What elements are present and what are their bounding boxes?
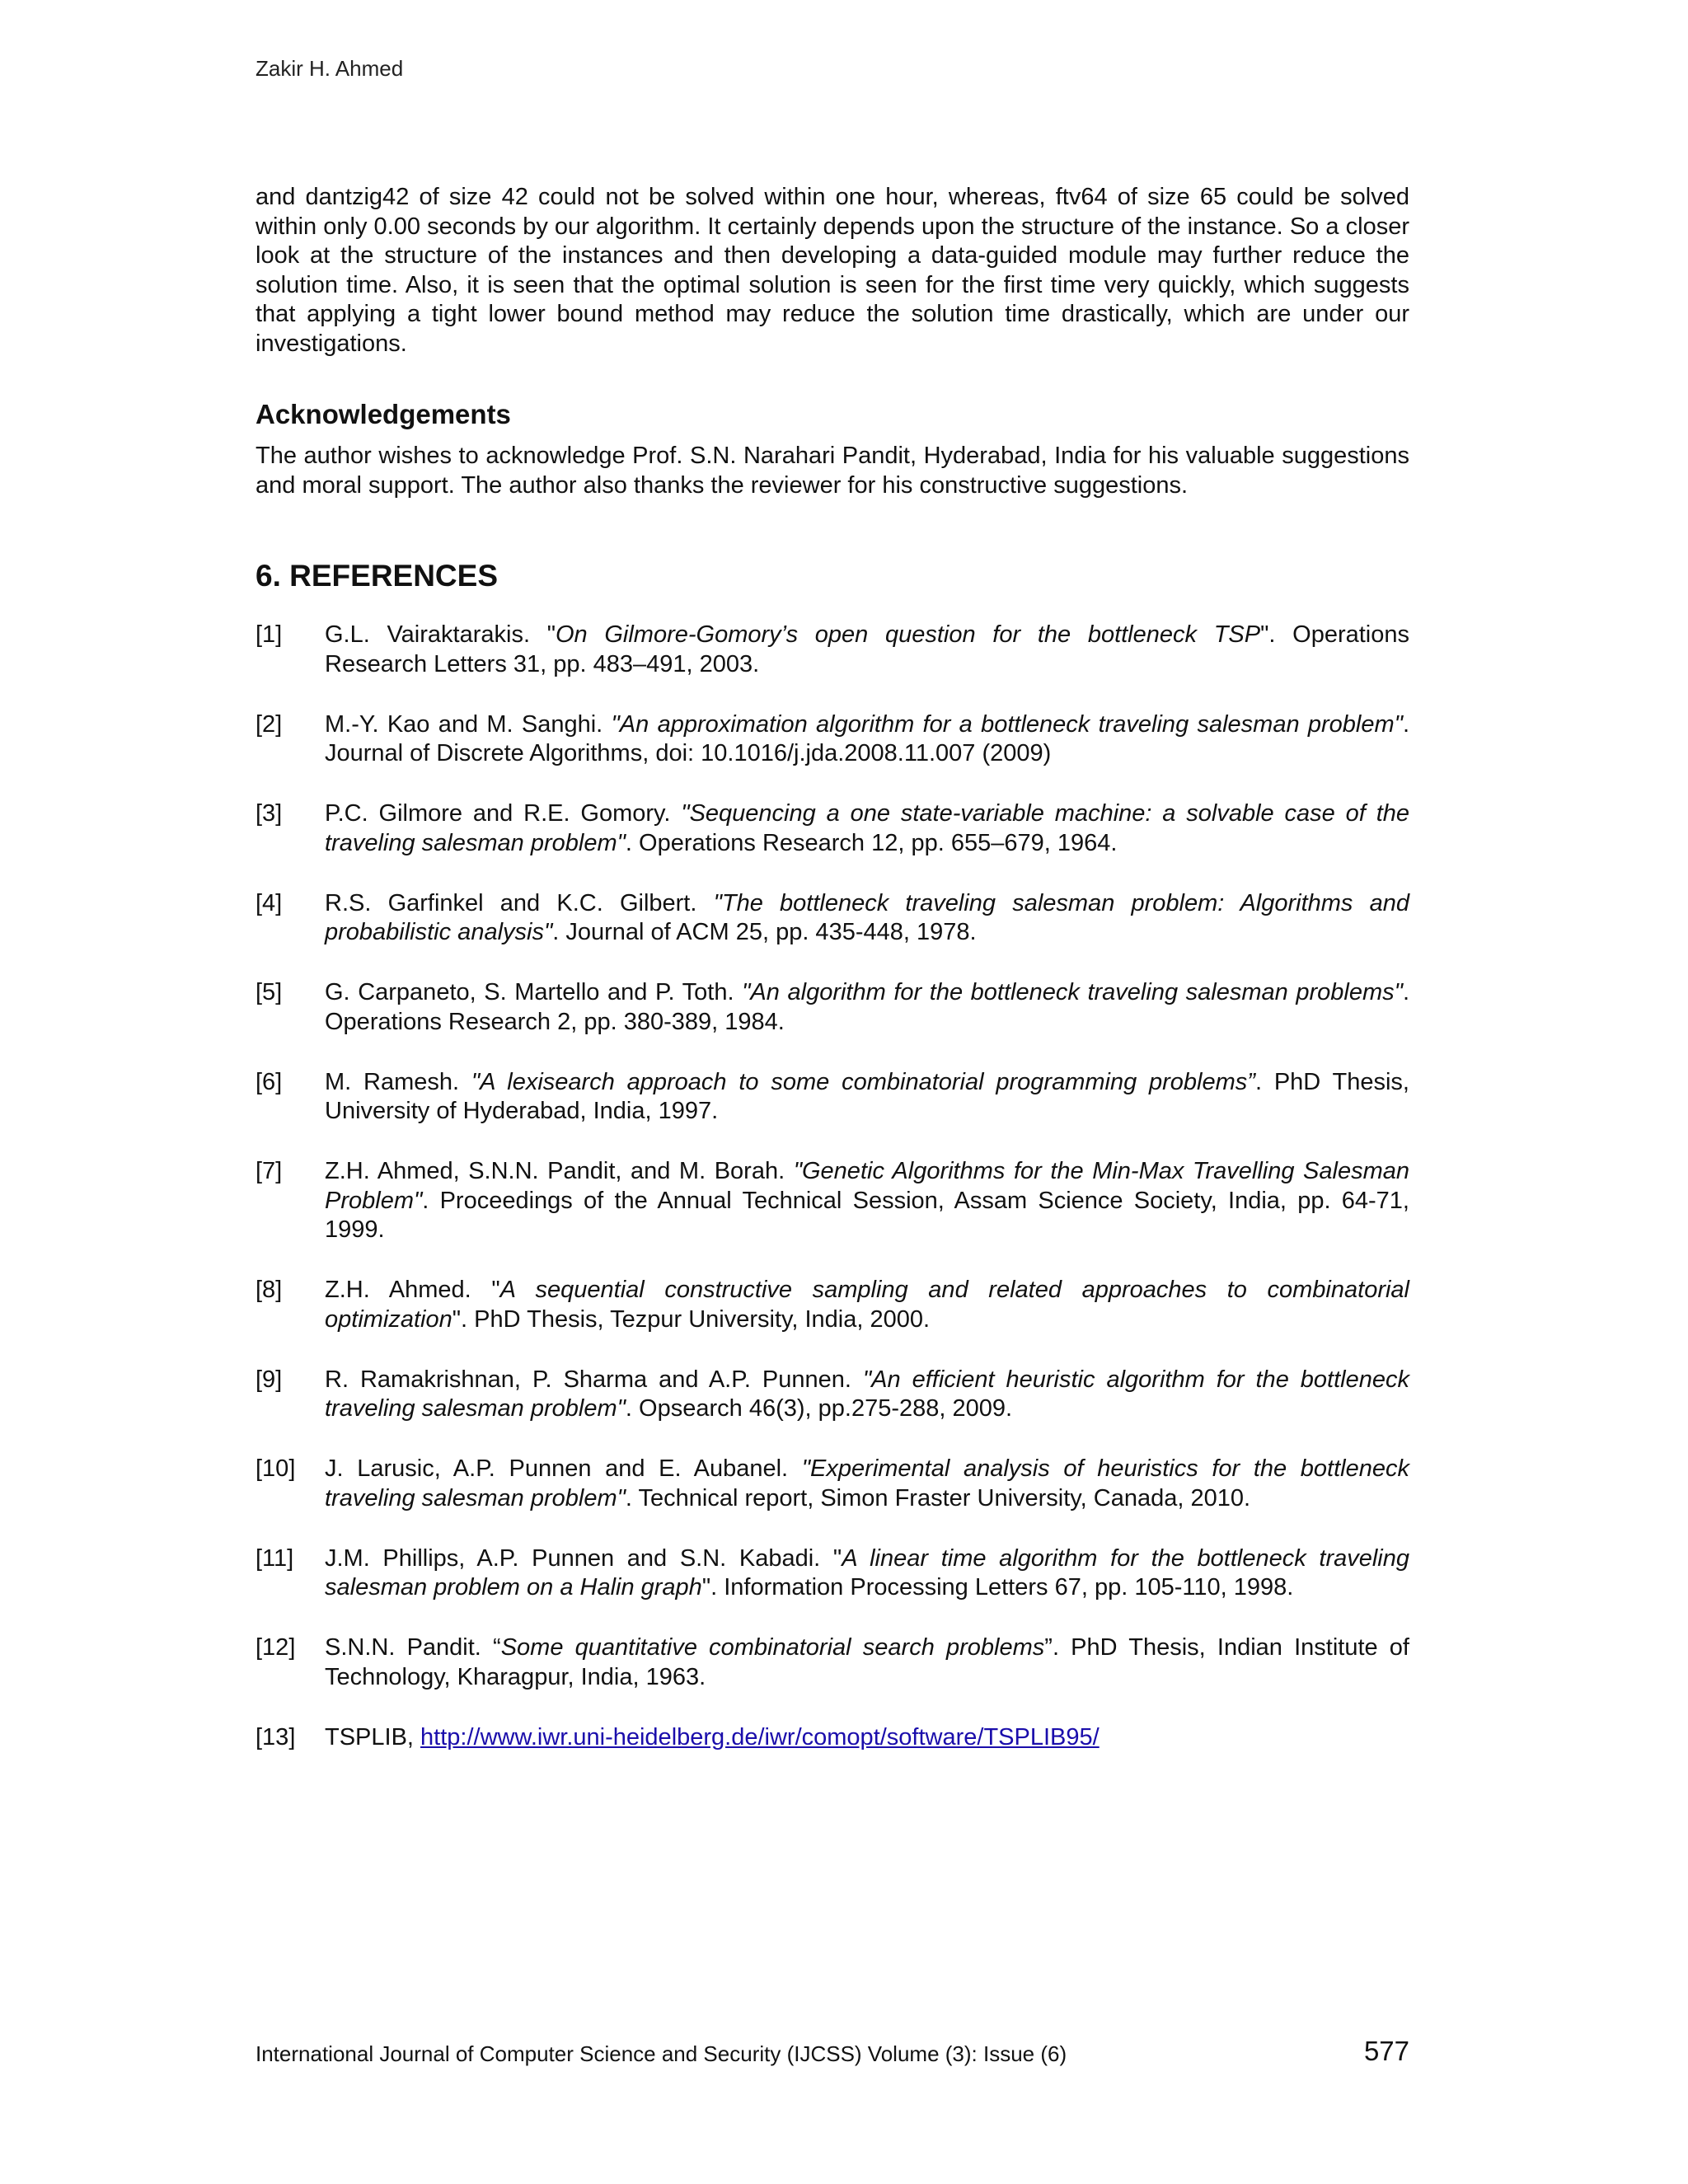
reference-title: "An efficient heuristic algorithm for the bottleneck traveling salesman problem" bbox=[325, 1366, 1409, 1422]
reference-item bbox=[256, 1366, 1409, 1424]
reference-details: . Operations Research 2, pp. 380-389, 1984. bbox=[325, 979, 1409, 1035]
reference-text bbox=[325, 1723, 1409, 1753]
reference-item bbox=[256, 1068, 1409, 1127]
reference-title: "The bottleneck traveling salesman problem: Algorithms and probabilistic analysis" bbox=[325, 889, 1410, 945]
reference-details: . Journal of ACM 25, pp. 435-448, 1978. bbox=[552, 919, 977, 945]
reference-authors: M. Ramesh. bbox=[325, 1068, 471, 1095]
reference-details: ". PhD Thesis, Tezpur University, India, 2000. bbox=[452, 1305, 931, 1333]
reference-authors: R.S. Garfinkel and K.C. Gilbert. bbox=[325, 889, 714, 916]
reference-number: [9] bbox=[256, 1366, 283, 1393]
reference-item bbox=[256, 799, 1409, 858]
reference-number: [11] bbox=[256, 1544, 294, 1572]
reference-item bbox=[256, 621, 1409, 679]
reference-number: [8] bbox=[256, 1277, 283, 1303]
reference-item bbox=[256, 1276, 1409, 1334]
reference-text bbox=[325, 1157, 1409, 1245]
reference-details: . Journal of Discrete Algorithms, doi: 10.1016/j.jda.2008.11.007 (2009) bbox=[325, 710, 1409, 766]
reference-item bbox=[256, 1544, 1409, 1603]
reference-details: . Opsearch 46(3), pp.275-288, 2009. bbox=[625, 1395, 1013, 1422]
reference-authors: P.C. Gilmore and R.E. Gomory. bbox=[325, 800, 682, 827]
reference-details: . Operations Research 12, pp. 655–679, 1964. bbox=[625, 829, 1118, 856]
reference-title: A linear time algorithm for the bottleneck traveling salesman problem on a Halin graph bbox=[325, 1544, 1410, 1601]
reference-authors: Z.H. Ahmed. " bbox=[325, 1277, 500, 1303]
reference-title: On Gilmore-Gomory’s open question for the bottleneck TSP bbox=[555, 621, 1261, 648]
reference-text bbox=[325, 1068, 1409, 1127]
reference-authors: S.N.N. Pandit. “ bbox=[325, 1634, 501, 1661]
reference-item bbox=[256, 1723, 1409, 1753]
tsplib-link[interactable]: http://www.iwr.uni-heidelberg.de/iwr/comopt/software/TSPLIB95/ bbox=[420, 1723, 1100, 1750]
acknowledgements-text: The author wishes to acknowledge Prof. S.N. Narahari Pandit, Hyderabad, India for his valuable suggestions and moral support. The author also thanks the reviewer for his constructive suggestions. bbox=[256, 443, 1409, 499]
reference-number: [5] bbox=[256, 979, 283, 1005]
references-heading: 6. REFERENCES bbox=[256, 559, 499, 593]
reference-item bbox=[256, 978, 1409, 1037]
reference-item bbox=[256, 1455, 1409, 1513]
reference-text bbox=[325, 1633, 1409, 1692]
reference-authors: M.-Y. Kao and M. Sanghi. bbox=[325, 710, 612, 738]
footer-journal-name: International Journal of Computer Science and Security (IJCSS) Volume (3): Issue (6) bbox=[256, 2041, 1067, 2066]
reference-authors: Z.H. Ahmed, S.N.N. Pandit, and M. Borah. bbox=[325, 1158, 794, 1184]
running-header-author: Zakir H. Ahmed bbox=[256, 56, 404, 81]
reference-number: [12] bbox=[256, 1634, 296, 1661]
reference-source: TSPLIB, bbox=[325, 1723, 421, 1750]
reference-authors: J.M. Phillips, A.P. Punnen and S.N. Kabadi. " bbox=[325, 1544, 842, 1572]
reference-details: . Technical report, Simon Fraster University, Canada, 2010. bbox=[625, 1484, 1251, 1511]
reference-authors: G.L. Vairaktarakis. " bbox=[325, 621, 556, 648]
reference-text bbox=[325, 799, 1409, 858]
reference-text bbox=[325, 621, 1409, 679]
reference-number: [7] bbox=[256, 1158, 283, 1184]
reference-details: ”. PhD Thesis, Indian Institute of Technology, Kharagpur, India, 1963. bbox=[325, 1634, 1409, 1690]
page-footer bbox=[256, 2036, 1409, 2067]
reference-text bbox=[325, 1276, 1409, 1334]
reference-item bbox=[256, 710, 1409, 769]
reference-number: [2] bbox=[256, 710, 283, 738]
reference-number: [13] bbox=[256, 1723, 296, 1750]
reference-authors: J. Larusic, A.P. Punnen and E. Aubanel. bbox=[325, 1455, 802, 1482]
reference-title: A sequential constructive sampling and related approaches to combinatorial optimization bbox=[325, 1277, 1409, 1333]
reference-text bbox=[325, 710, 1409, 769]
acknowledgements-heading: Acknowledgements bbox=[256, 399, 511, 429]
reference-text bbox=[325, 1455, 1409, 1513]
reference-item bbox=[256, 1633, 1409, 1692]
reference-number: [1] bbox=[256, 621, 283, 648]
reference-title: "An algorithm for the bottleneck traveling salesman problems" bbox=[742, 979, 1403, 1005]
reference-title: Some quantitative combinatorial search problems bbox=[500, 1634, 1045, 1661]
reference-list bbox=[256, 621, 1409, 1752]
reference-text bbox=[325, 889, 1409, 948]
reference-title: "An approximation algorithm for a bottleneck traveling salesman problem" bbox=[611, 710, 1403, 738]
reference-number: [6] bbox=[256, 1068, 283, 1095]
reference-number: [3] bbox=[256, 800, 283, 827]
reference-item bbox=[256, 889, 1409, 948]
reference-authors: G. Carpaneto, S. Martello and P. Toth. bbox=[325, 979, 743, 1005]
reference-number: [4] bbox=[256, 889, 283, 916]
reference-title: "Experimental analysis of heuristics for the bottleneck traveling salesman problem" bbox=[325, 1455, 1409, 1511]
reference-number: [10] bbox=[256, 1455, 296, 1482]
reference-text bbox=[325, 1366, 1409, 1424]
reference-authors: R. Ramakrishnan, P. Sharma and A.P. Punnen. bbox=[325, 1366, 863, 1393]
reference-text bbox=[325, 1544, 1409, 1603]
reference-item bbox=[256, 1157, 1409, 1245]
intro-paragraph: and dantzig42 of size 42 could not be solved within one hour, whereas, ftv64 of size 65 could be solved within only 0.00 seconds by our algorithm. It certainly depends upon the structure of the instance. So a closer look at the structure of the instances and then developing a data-guided module may further reduce the solution time. Also, it is seen that the optimal solution is seen for the first time very quickly, which suggests that applying a tight lower bound method may reduce the solution time drastically, which are under our investigations. bbox=[256, 184, 1409, 357]
page-number: 577 bbox=[1363, 2036, 1409, 2066]
page-content bbox=[256, 183, 1409, 1783]
reference-title: "Genetic Algorithms for the Min-Max Travelling Salesman Problem" bbox=[325, 1158, 1409, 1214]
reference-title: "A lexisearch approach to some combinatorial programming problems” bbox=[471, 1068, 1255, 1095]
reference-title: "Sequencing a one state-variable machine: a solvable case of the traveling salesman problem" bbox=[325, 800, 1410, 856]
reference-details: . Proceedings of the Annual Technical Session, Assam Science Society, India, pp. 64-71, 1999. bbox=[325, 1187, 1409, 1243]
reference-details: ". Information Processing Letters 67, pp. 105-110, 1998. bbox=[701, 1574, 1294, 1601]
reference-details: ". Operations Research Letters 31, pp. 483–491, 2003. bbox=[325, 621, 1410, 677]
reference-text bbox=[325, 978, 1409, 1037]
reference-details: . PhD Thesis, University of Hyderabad, India, 1997. bbox=[325, 1068, 1409, 1124]
